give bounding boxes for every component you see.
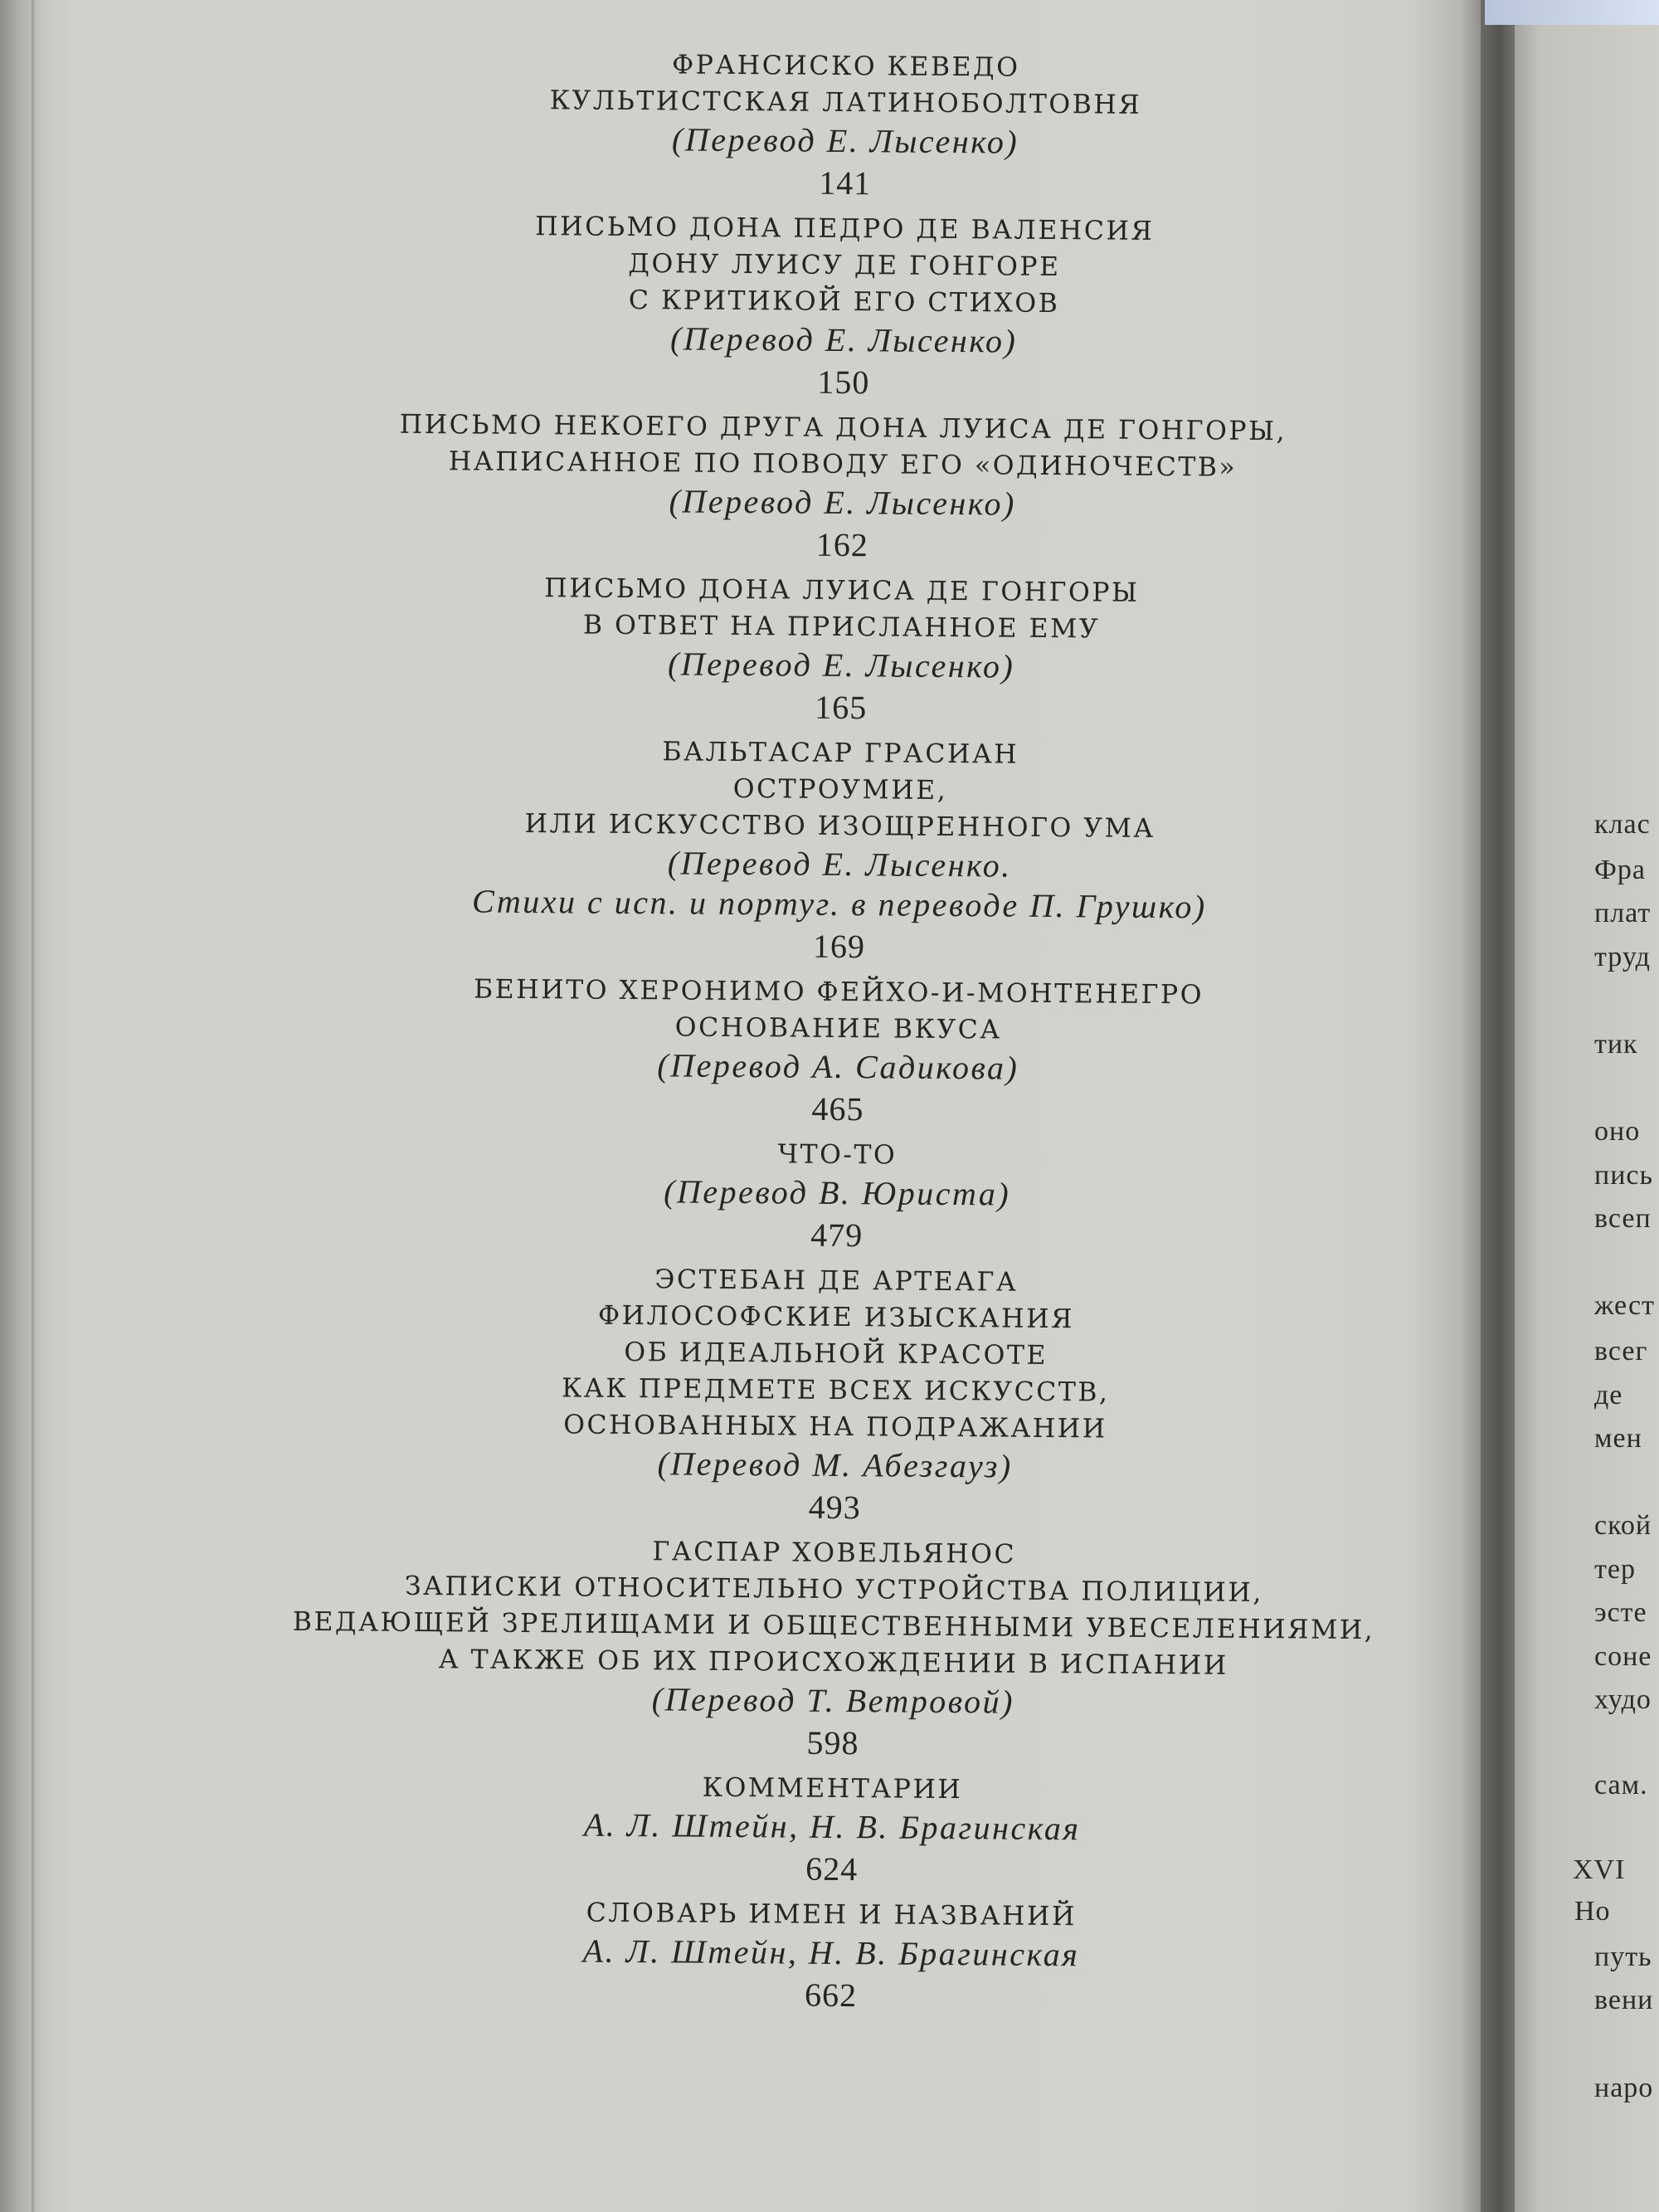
right-page-text-fragment: плат (1594, 898, 1652, 928)
right-page (1515, 0, 1659, 2212)
right-page-text-fragment: Фра (1594, 855, 1646, 885)
toc-entry-title-line: СЛОВАРЬ ИМЕН И НАЗВАНИЙ (586, 1898, 1078, 1932)
toc-entry-translator: (Перевод Е. Лысенко. (667, 844, 1012, 884)
right-page-text-fragment: тик (1594, 1029, 1638, 1060)
toc-entry-page-number: 493 (808, 1488, 861, 1527)
toc-entry-title-line: ВЕДАЮЩЕЙ ЗРЕЛИЩАМИ И ОБЩЕСТВЕННЫМИ УВЕСЕЛЕНИЯМИ, (292, 1606, 1375, 1646)
toc-entry-title-line: С КРИТИКОЙ ЕГО СТИХОВ (628, 285, 1060, 319)
toc-entry-title-line: ЗАПИСКИ ОТНОСИТЕЛЬНО УСТРОЙСТВА ПОЛИЦИИ, (404, 1571, 1263, 1609)
toc-entry-title-line: ОСНОВАННЫХ НА ПОДРАЖАНИИ (563, 1410, 1107, 1445)
toc-entry-title-line: КУЛЬТИСТСКАЯ ЛАТИНОБОЛТОВНЯ (549, 85, 1142, 120)
right-page-text-fragment: клас (1594, 809, 1651, 840)
toc-entry-translator: (Перевод Е. Лысенко) (669, 319, 1018, 360)
toc-entry (245, 405, 1440, 572)
toc-entry-page-number: 150 (817, 363, 870, 402)
toc-entry-translator: А. Л. Штейн, Н. В. Брагинская (583, 1805, 1081, 1848)
right-page-text-fragment: оно (1594, 1116, 1641, 1147)
toc-entry-translator: (Перевод Е. Лысенко) (669, 482, 1016, 523)
toc-entry-title-line: ОБ ИДЕАЛЬНОЙ КРАСОТЕ (624, 1337, 1048, 1371)
toc-entry (236, 1530, 1432, 1770)
toc-entry-page-number: 479 (810, 1216, 864, 1255)
toc-entry (241, 969, 1436, 1136)
toc-entry-translator: А. Л. Штейн, Н. В. Брагинская (582, 1932, 1080, 1974)
toc-entry-title-line: НАПИСАННОЕ ПО ПОВОДУ ЕГО «ОДИНОЧЕСТВ» (448, 446, 1238, 483)
right-page-text-fragment: тер (1594, 1554, 1636, 1585)
toc-entry-translator: (Перевод Е. Лысенко) (671, 120, 1019, 161)
toc-entry-title-line: КАК ПРЕДМЕТЕ ВСЕХ ИСКУССТВ, (561, 1373, 1110, 1408)
right-page-text-fragment: мен (1594, 1423, 1642, 1454)
toc-entry-title-line: ОСТРОУМИЕ, (732, 773, 948, 806)
toc-entry-title-line: ФРАНСИСКО КЕВЕДО (671, 50, 1020, 83)
toc-entry-translator: Стихи с исп. и португ. в переводе П. Грушко) (471, 882, 1207, 926)
page-edge (32, 0, 36, 2212)
toc-entry-title-line: В ОТВЕТ НА ПРИСЛАННОЕ ЕМУ (582, 610, 1101, 645)
toc-entry (233, 1892, 1428, 2022)
right-page-text-fragment: Но (1574, 1896, 1611, 1927)
toc-entry-title-line: ПИСЬМО ДОНА ЛУИСА ДЕ ГОНГОРЫ (544, 573, 1140, 608)
toc-entry-page-number: 624 (805, 1849, 859, 1888)
toc-entry (241, 730, 1438, 973)
toc-entry-page-number: 662 (804, 1976, 858, 2015)
right-page-text-fragment: всеп (1594, 1203, 1652, 1234)
toc-entry-title-line: ОСНОВАНИЕ ВКУСА (674, 1012, 1002, 1045)
table-of-contents (233, 43, 1443, 2027)
toc-entry-title-line: БАЛЬТАСАР ГРАСИАН (662, 737, 1019, 770)
right-page-text-fragment: сам. (1594, 1770, 1648, 1800)
book-gutter (1481, 0, 1518, 2212)
right-page-text-fragment: XVI (1573, 1854, 1626, 1885)
toc-entry (235, 1766, 1430, 1896)
toc-entry-translator: (Перевод Т. Ветровой) (651, 1680, 1015, 1721)
blue-bookmark-strip (1485, 0, 1659, 25)
toc-entry-title-line: БЕНИТО ХЕРОНИМО ФЕЙХО-И-МОНТЕНЕГРО (473, 974, 1204, 1011)
toc-entry-title-line: ПИСЬМО НЕКОЕГО ДРУГА ДОНА ЛУИСА ДЕ ГОНГОРЫ, (399, 409, 1287, 447)
toc-entry-title-line: ЧТО-ТО (777, 1139, 898, 1171)
toc-entry-title-line: А ТАКЖЕ ОБ ИХ ПРОИСХОЖДЕНИИ В ИСПАНИИ (438, 1644, 1228, 1681)
right-page-text-fragment: ской (1594, 1510, 1652, 1541)
toc-entry (248, 43, 1443, 210)
toc-entry (244, 568, 1439, 734)
right-page-text-fragment: де (1594, 1380, 1623, 1411)
toc-entry-page-number: 169 (812, 927, 866, 966)
right-page-text-fragment: вени (1594, 1985, 1654, 2015)
right-page-text-fragment: худо (1594, 1684, 1652, 1715)
right-page-text-fragment: соне (1594, 1641, 1652, 1672)
toc-entry-title-line: КОММЕНТАРИИ (702, 1772, 963, 1805)
right-page-text-fragment: пись (1594, 1160, 1653, 1191)
toc-entry-translator: (Перевод М. Абезгауз) (657, 1445, 1013, 1485)
toc-entry-translator: (Перевод А. Садикова) (657, 1046, 1019, 1087)
right-page-text-fragment: эсте (1594, 1597, 1647, 1628)
right-page-text-fragment: наро (1594, 2073, 1654, 2103)
toc-entry-title-line: ПИСЬМО ДОНА ПЕДРО ДЕ ВАЛЕНСИЯ (535, 212, 1155, 246)
toc-entry-translator: (Перевод В. Юриста) (664, 1172, 1011, 1213)
toc-entry-title-line: ИЛИ ИСКУССТВО ИЗОЩРЕННОГО УМА (524, 808, 1155, 844)
toc-entry-page-number: 141 (819, 163, 872, 202)
right-page-text-fragment: жест (1594, 1290, 1655, 1321)
right-page-text-fragment: всег (1594, 1336, 1648, 1367)
toc-entry-title-line: ДОНУ ЛУИСУ ДЕ ГОНГОРЕ (628, 248, 1061, 283)
toc-entry-title-line: ГАСПАР ХОВЕЛЬЯНОС (652, 1537, 1017, 1570)
toc-entry-page-number: 162 (815, 525, 868, 564)
toc-entry (240, 1132, 1435, 1262)
toc-entry (246, 206, 1443, 409)
toc-entry-title-line: ЭСТЕБАН ДЕ АРТЕАГА (654, 1264, 1019, 1298)
toc-entry-page-number: 165 (815, 688, 868, 727)
toc-entry-title-line: ФИЛОСОФСКИЕ ИЗЫСКАНИЯ (597, 1300, 1075, 1335)
toc-entry-page-number: 598 (806, 1723, 859, 1762)
right-page-text-fragment: труд (1594, 942, 1651, 972)
right-page-text-fragment: путь (1594, 1942, 1652, 1972)
toc-entry-page-number: 465 (811, 1089, 864, 1128)
toc-entry (237, 1258, 1433, 1534)
toc-entry-translator: (Перевод Е. Лысенко) (667, 645, 1015, 685)
